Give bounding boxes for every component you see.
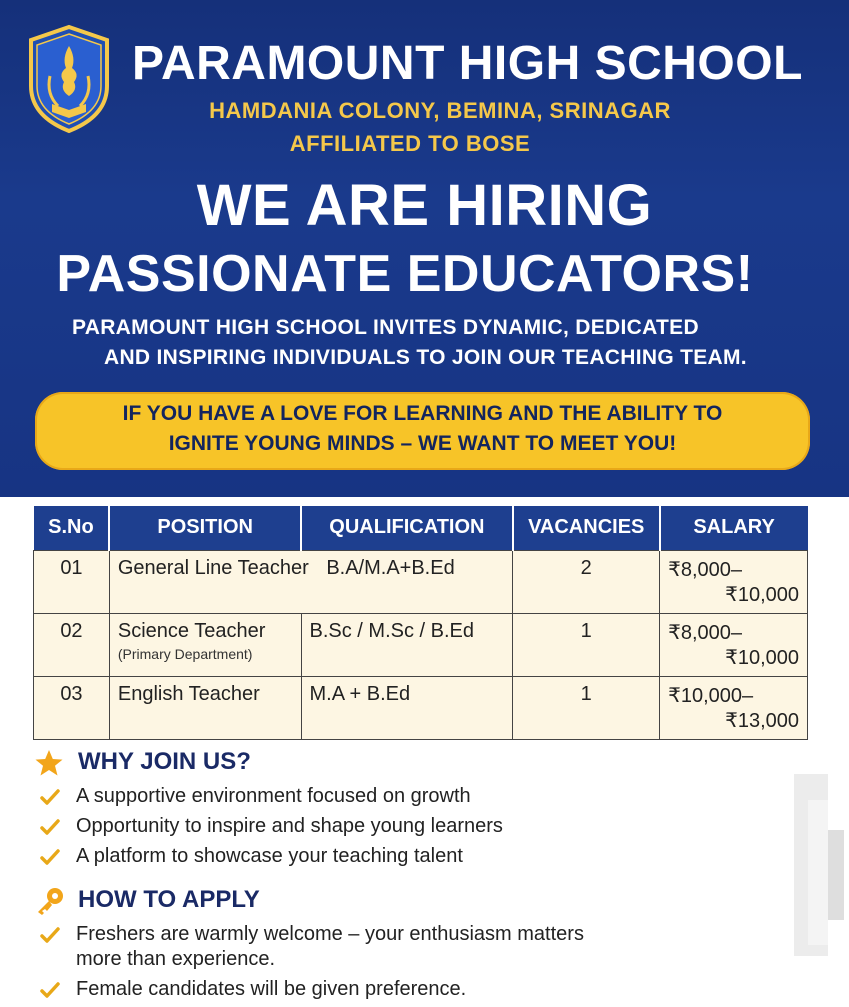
check-icon: [40, 848, 60, 866]
salary-max: ₹13,000: [725, 709, 799, 732]
callout-line-1: IF YOU HAVE A LOVE FOR LEARNING AND THE ABILITY TO: [122, 402, 723, 425]
salary-min: ₹8,000–: [668, 558, 743, 581]
cell-position: General Line Teacher: [117, 556, 309, 579]
salary-max: ₹10,000: [725, 583, 799, 606]
check-icon: [40, 981, 60, 999]
key-icon: [33, 886, 67, 916]
why-join-title: WHY JOIN US?: [78, 748, 251, 775]
cell-position: English Teacher: [109, 676, 301, 739]
table-row: [34, 613, 808, 676]
header-position: POSITION: [109, 506, 301, 550]
list-item: [40, 977, 466, 1002]
position-note: (Primary Department): [117, 645, 253, 662]
list-item: [40, 844, 463, 869]
intro-text-line-2: AND INSPIRING INDIVIDUALS TO JOIN OUR TEACHING TEAM.: [104, 346, 747, 369]
cell-vacancies: 1: [513, 613, 660, 676]
cell-salary: [660, 613, 808, 676]
header-banner: [0, 0, 849, 497]
cell-vacancies: 1: [513, 676, 660, 739]
table-row: [34, 676, 808, 739]
callout-line-2: IGNITE YOUNG MINDS – WE WANT TO MEET YOU!: [168, 432, 677, 455]
school-crest-icon: [28, 24, 110, 134]
header-qualification: QUALIFICATION: [301, 506, 513, 550]
apply-item: [76, 922, 584, 972]
cell-sno: 03: [34, 676, 110, 739]
cell-salary: [660, 550, 808, 613]
star-icon: [34, 748, 64, 778]
cell-position: [109, 613, 301, 676]
callout-banner: [35, 392, 810, 470]
header-sno: S.No: [34, 506, 110, 550]
list-item: [40, 922, 584, 972]
position-title: Science Teacher: [117, 619, 266, 642]
cell-qualification: B.Sc / M.Sc / B.Ed: [301, 613, 513, 676]
vacancies-table: [33, 506, 808, 740]
school-affiliation: AFFILIATED TO BOSE: [289, 131, 531, 156]
intro-text-line-1: PARAMOUNT HIGH SCHOOL INVITES DYNAMIC, DEDICATED: [72, 316, 699, 339]
why-join-item: A platform to showcase your teaching talent: [76, 845, 463, 867]
cell-salary: [660, 676, 808, 739]
salary-min: ₹8,000–: [668, 621, 743, 644]
apply-item-line-1: Freshers are warmly welcome – your enthusiasm matters: [76, 923, 584, 945]
cell-qualification: B.A/M.A+B.Ed: [326, 556, 455, 579]
salary-min: ₹10,000–: [668, 684, 754, 707]
cell-vacancies: 2: [513, 550, 660, 613]
salary-max: ₹10,000: [725, 646, 799, 669]
cell-sno: 02: [34, 613, 110, 676]
decorative-figure: [788, 770, 849, 960]
educators-headline: PASSIONATE EDUCATORS!: [56, 245, 754, 303]
apply-item: Female candidates will be given preference.: [76, 978, 467, 1000]
hiring-headline: WE ARE HIRING: [196, 173, 653, 238]
table-row: [34, 550, 808, 613]
cell-sno: 01: [34, 550, 110, 613]
cell-position-qualification: [109, 550, 512, 613]
school-address: HAMDANIA COLONY, BEMINA, SRINAGAR: [209, 98, 671, 123]
header-vacancies: VACANCIES: [513, 506, 660, 550]
apply-item-line-2: more than experience.: [76, 948, 276, 970]
cell-qualification: M.A + B.Ed: [301, 676, 513, 739]
how-to-apply-title: HOW TO APPLY: [78, 886, 260, 913]
table-header-row: [34, 506, 808, 550]
list-item: [40, 814, 503, 839]
header-salary: SALARY: [660, 506, 808, 550]
school-name: PARAMOUNT HIGH SCHOOL: [132, 37, 803, 90]
list-item: [40, 784, 471, 809]
check-icon: [40, 818, 60, 836]
check-icon: [40, 926, 60, 944]
check-icon: [40, 788, 60, 806]
why-join-item: A supportive environment focused on growth: [76, 785, 471, 807]
why-join-item: Opportunity to inspire and shape young learners: [76, 815, 503, 837]
